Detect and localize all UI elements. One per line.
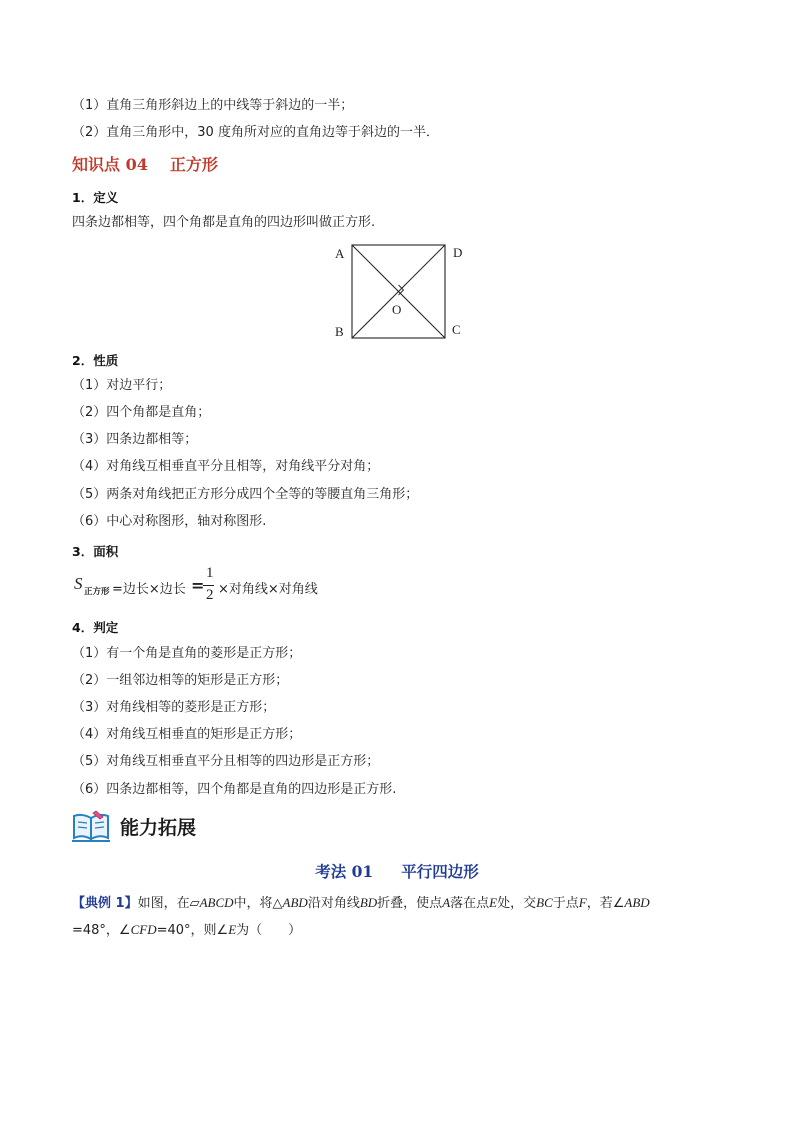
property-item: （6）中心对称图形，轴对称图形. (72, 514, 267, 529)
label-b: B (335, 324, 344, 339)
area-heading: 3．面积 (72, 544, 119, 559)
judgement-item: （2）一组邻边相等的矩形是正方形； (72, 673, 289, 688)
area-subscript: 正方形 (84, 587, 110, 597)
label-a: A (335, 246, 345, 261)
properties-heading: 2．性质 (72, 353, 119, 368)
property-item: （1）对边平行； (72, 378, 172, 393)
ability-title: 能力拓展 (120, 816, 197, 839)
area-part1: =边长×边长 (112, 582, 186, 597)
example-var: ABD (282, 895, 308, 910)
label-o: O (392, 302, 402, 317)
example-text: 中，将△ (233, 896, 283, 911)
area-symbol: S (74, 574, 83, 593)
property-item: （3）四条边都相等； (72, 432, 198, 447)
example-text: =48°，∠ (72, 923, 131, 938)
kaofa-heading (0, 860, 794, 882)
fraction-numerator: 1 (206, 565, 214, 581)
example-text: ，若∠ (586, 896, 625, 911)
example-text: 为（ ） (236, 923, 302, 938)
example-text: 于点 (552, 896, 579, 911)
example-text: 落在点 (450, 896, 490, 911)
example-var: A (442, 895, 451, 910)
example-text: 折叠，使点 (377, 896, 443, 911)
fraction-denominator: 2 (206, 587, 214, 603)
example-var: E (228, 922, 237, 937)
top-item-1: （1）直角三角形斜边上的中线等于斜边的一半； (72, 98, 354, 113)
definition-heading: 1．定义 (72, 190, 119, 205)
example-text: =40°，则∠ (156, 923, 229, 938)
definition-text: 四条边都相等，四个角都是直角的四边形叫做正方形. (72, 215, 376, 230)
example-var: E (489, 895, 498, 910)
example-var: F (578, 895, 587, 910)
area-equals: = (191, 576, 205, 595)
example-text: 如图，在▱ (137, 896, 200, 911)
label-c: C (452, 322, 461, 337)
property-item: （5）两条对角线把正方形分成四个全等的等腰直角三角形； (72, 487, 419, 502)
example-tag: 【典例 1】 (72, 896, 138, 911)
example-var: ABD (624, 895, 650, 910)
example-var: CFD (130, 922, 157, 937)
example-text: 处，交 (497, 896, 537, 911)
kaofa-number: 考法 01 (315, 862, 374, 881)
judgement-item: （5）对角线互相垂直平分且相等的四边形是正方形； (72, 754, 380, 769)
example-text: 沿对角线 (307, 896, 360, 911)
property-item: （2）四个角都是直角； (72, 405, 211, 420)
example-line-1 (72, 894, 650, 913)
example-line-2 (72, 921, 301, 940)
judgement-item: （3）对角线相等的菱形是正方形； (72, 700, 276, 715)
example-var: BC (536, 895, 553, 910)
judgement-item: （4）对角线互相垂直的矩形是正方形； (72, 727, 302, 742)
section-title: 正方形 (169, 155, 218, 174)
book-icon (70, 808, 112, 844)
property-item: （4）对角线互相垂直平分且相等，对角线平分对角； (72, 459, 380, 474)
example-var: BD (359, 895, 378, 910)
area-part2: ×对角线×对角线 (218, 582, 318, 597)
section-heading (72, 152, 218, 175)
ability-banner (70, 808, 196, 844)
square-figure (325, 240, 475, 345)
section-number: 知识点 04 (72, 155, 148, 174)
top-item-2: （2）直角三角形中，30 度角所对应的直角边等于斜边的一半． (72, 125, 439, 140)
judgement-heading: 4．判定 (72, 620, 119, 635)
fraction-bar (203, 585, 214, 586)
kaofa-title: 平行四边形 (401, 862, 479, 881)
label-d: D (453, 245, 463, 260)
judgement-item: （1）有一个角是直角的菱形是正方形； (72, 646, 302, 661)
example-var: ABCD (199, 895, 234, 910)
judgement-item: （6）四条边都相等，四个角都是直角的四边形是正方形. (72, 782, 397, 797)
